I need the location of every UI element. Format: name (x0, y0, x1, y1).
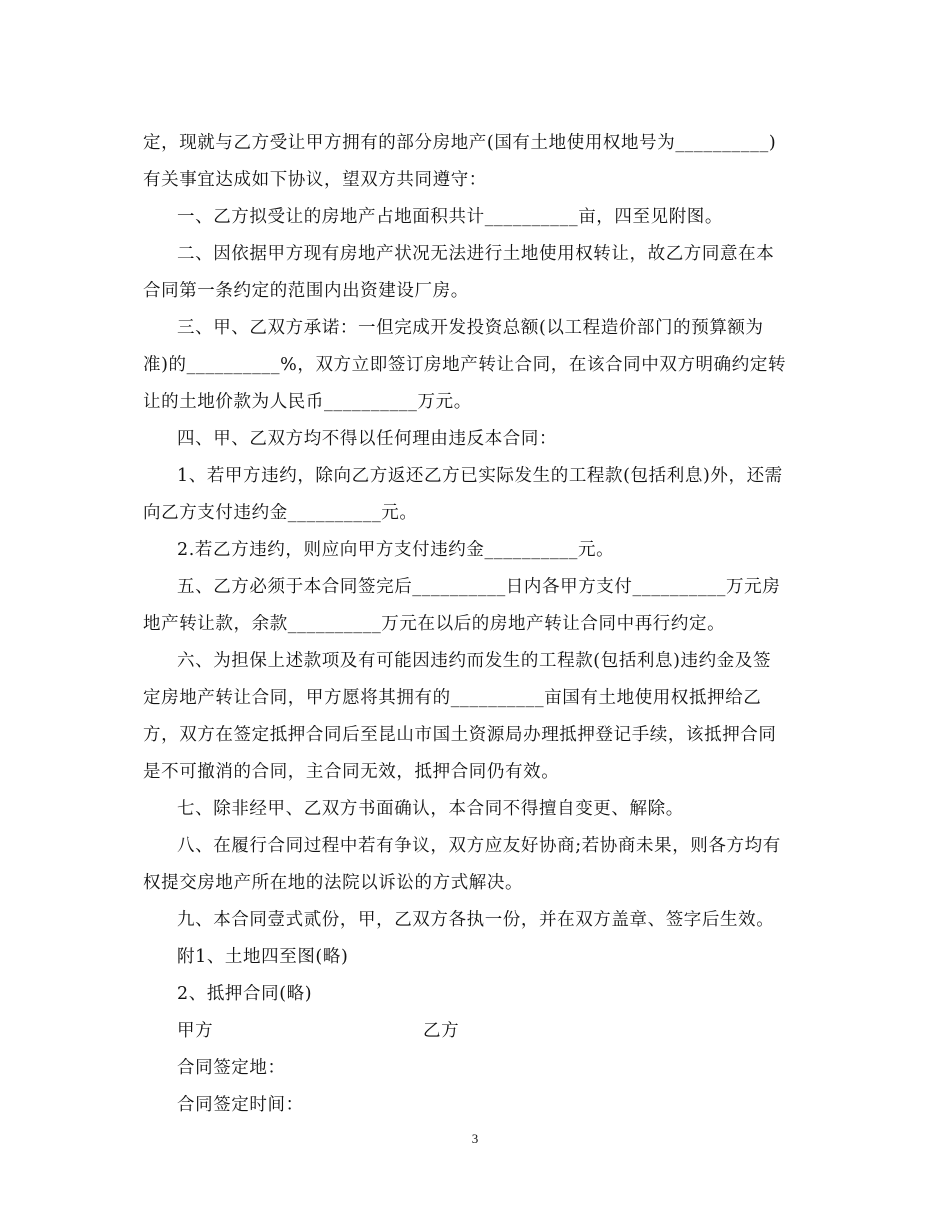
body-line: 定房地产转让合同，甲方愿将其拥有的__________亩国有土地使用权抵押给乙 (143, 688, 762, 708)
clause-4-line: 四、甲、乙双方均不得以任何理由违反本合同： (177, 429, 558, 449)
body-line: 是不可撤消的合同，主合同无效，抵押合同仍有效。 (143, 762, 560, 782)
sign-time-label: 合同签定时间： (177, 1095, 304, 1115)
clause-7-line: 七、除非经甲、乙双方书面确认，本合同不得擅自变更、解除。 (177, 799, 684, 819)
body-line: 定，现就与乙方受让甲方拥有的部分房地产(国有土地使用权地号为__________) (143, 133, 777, 153)
clause-5-line: 五、乙方必须于本合同签完后__________日内各甲方支付__________万元房 (177, 577, 781, 597)
contract-body (143, 125, 807, 1124)
party-a-label: 甲方 (177, 1021, 214, 1041)
body-line: 向乙方支付违约金__________元。 (143, 503, 418, 523)
body-line: 合同第一条约定的范围内出资建设厂房。 (143, 281, 469, 301)
page-number: 3 (471, 1131, 479, 1146)
clause-3-line: 三、甲、乙双方承诺：一但完成开发投资总额(以工程造价部门的预算额为 (177, 318, 764, 338)
signature-row (143, 1013, 807, 1050)
clause-6-line: 六、为担保上述款项及有可能因违约而发生的工程款(包括利息)违约金及签 (177, 651, 772, 671)
clause-9-line: 九、本合同壹式贰份，甲，乙双方各执一份，并在双方盖章、签字后生效。 (177, 910, 775, 930)
clause-1-line: 一、乙方拟受让的房地产占地面积共计__________亩，四至见附图。 (177, 207, 723, 227)
sign-place-label: 合同签定地： (177, 1058, 286, 1078)
clause-8-line: 八、在履行合同过程中若有争议，双方应友好协商;若协商未果，则各方均有 (177, 836, 781, 856)
body-line: 方，双方在签定抵押合同后至昆山市国土资源局办理抵押登记手续，该抵押合同 (143, 725, 777, 745)
clause-2-line: 二、因依据甲方现有房地产状况无法进行土地使用权转让，故乙方同意在本 (177, 244, 775, 264)
body-line: 权提交房地产所在地的法院以诉讼的方式解决。 (143, 873, 524, 893)
body-line: 地产转让款，余款__________万元在以后的房地产转让合同中再行约定。 (143, 614, 726, 634)
clause-4-1-line: 1、若甲方违约，除向乙方返还乙方已实际发生的工程款(包括利息)外，还需 (177, 466, 783, 486)
clause-4-2-line: 2.若乙方违约，则应向甲方支付违约金__________元。 (177, 540, 615, 560)
body-line: 准)的__________%，双方立即签订房地产转让合同，在该合同中双方明确约定转 (143, 355, 787, 375)
appendix-2-line: 2、抵押合同(略) (177, 984, 313, 1004)
party-b-label: 乙方 (423, 1021, 460, 1041)
body-line: 让的土地价款为人民币__________万元。 (143, 392, 472, 412)
body-line: 有关事宜达成如下协议，望双方共同遵守： (143, 170, 487, 190)
appendix-1-line: 附1、土地四至图(略) (177, 947, 349, 967)
